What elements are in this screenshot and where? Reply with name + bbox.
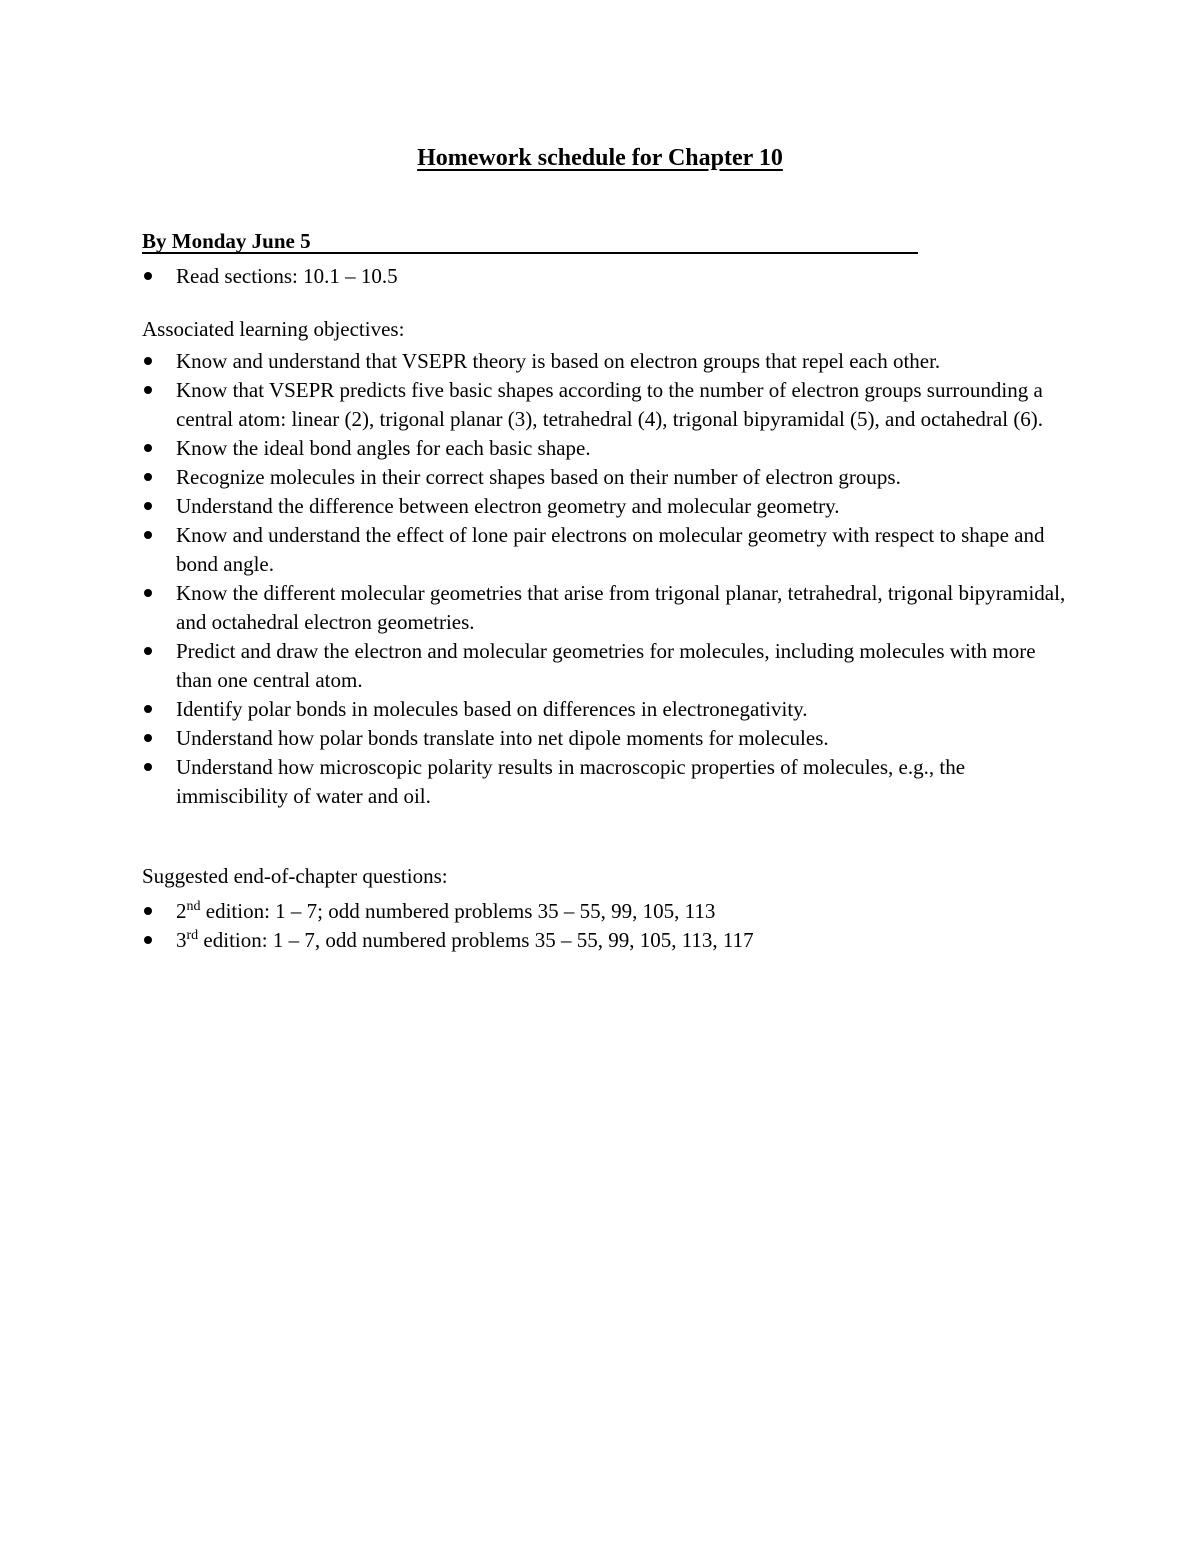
list-item [142,521,1072,579]
objective-text: Know the ideal bond angles for each basic shape. [176,436,591,460]
list-item [142,579,1072,637]
objective-text: Understand how polar bonds translate into net dipole moments for molecules. [176,726,829,750]
objectives-label [142,315,1072,344]
question-text: edition: 1 – 7; odd numbered problems 35 – 55, 99, 105, 113 [200,899,716,923]
list-item [142,724,1072,753]
bullet-icon [144,907,152,915]
document-title: Homework schedule for Chapter 10 [417,145,783,171]
bullet-icon [144,444,152,452]
objectives-label-text: Associated learning objectives: [142,317,405,341]
list-item [142,376,1072,434]
edition-number: 3 [176,928,187,952]
list-item [142,463,1072,492]
question-text: edition: 1 – 7, odd numbered problems 35 – 55, 99, 105, 113, 117 [198,928,754,952]
list-item [142,897,1072,926]
questions-label-text: Suggested end-of-chapter questions: [142,864,448,888]
list-item [142,753,1072,811]
objective-text: Know that VSEPR predicts five basic shapes according to the number of electron groups surrounding a central atom: linear (2), trigonal planar (3), tetrahedral (4), trigonal bipyramidal (5), and octahedral (6). [176,378,1044,431]
reading-item-text: Read sections: 10.1 – 10.5 [176,264,398,288]
reading-list [142,262,1072,291]
questions-list [142,897,1072,955]
deadline-heading: By Monday June 5 [142,228,918,254]
objective-text: Know and understand the effect of lone pair electrons on molecular geometry with respect to shape and bond angle. [176,523,1045,576]
bullet-icon [144,272,152,280]
objective-text: Understand how microscopic polarity results in macroscopic properties of molecules, e.g., the immiscibility of water and oil. [176,755,966,808]
objective-text: Recognize molecules in their correct shapes based on their number of electron groups. [176,465,901,489]
bullet-icon [144,589,152,597]
objective-text: Identify polar bonds in molecules based on differences in electronegativity. [176,697,808,721]
questions-section [142,897,1072,955]
bullet-icon [144,647,152,655]
objectives-list [142,347,1072,811]
bullet-icon [144,386,152,394]
edition-ordinal-suffix: rd [186,928,199,943]
objective-text: Understand the difference between electron geometry and molecular geometry. [176,494,840,518]
objective-text: Know and understand that VSEPR theory is based on electron groups that repel each other. [176,349,941,373]
edition-ordinal-suffix: nd [186,899,201,914]
bullet-icon [144,502,152,510]
objective-text: Know the different molecular geometries that arise from trigonal planar, tetrahedral, trigonal bipyramidal, and octahedral electron geometries. [176,581,1066,634]
bullet-icon [144,705,152,713]
bullet-icon [144,763,152,771]
list-item [142,434,1072,463]
bullet-icon [144,734,152,742]
reading-section [142,262,1072,291]
list-item [142,347,1072,376]
list-item [142,262,1072,291]
objectives-section [142,347,1072,811]
objective-text: Predict and draw the electron and molecular geometries for molecules, including molecules with more than one central atom. [176,639,1036,692]
list-item [142,695,1072,724]
list-item [142,637,1072,695]
edition-number: 2 [176,899,187,923]
list-item [142,492,1072,521]
bullet-icon [144,473,152,481]
list-item [142,926,1072,955]
bullet-icon [144,531,152,539]
questions-label [142,862,1072,891]
bullet-icon [144,936,152,944]
bullet-icon [144,357,152,365]
